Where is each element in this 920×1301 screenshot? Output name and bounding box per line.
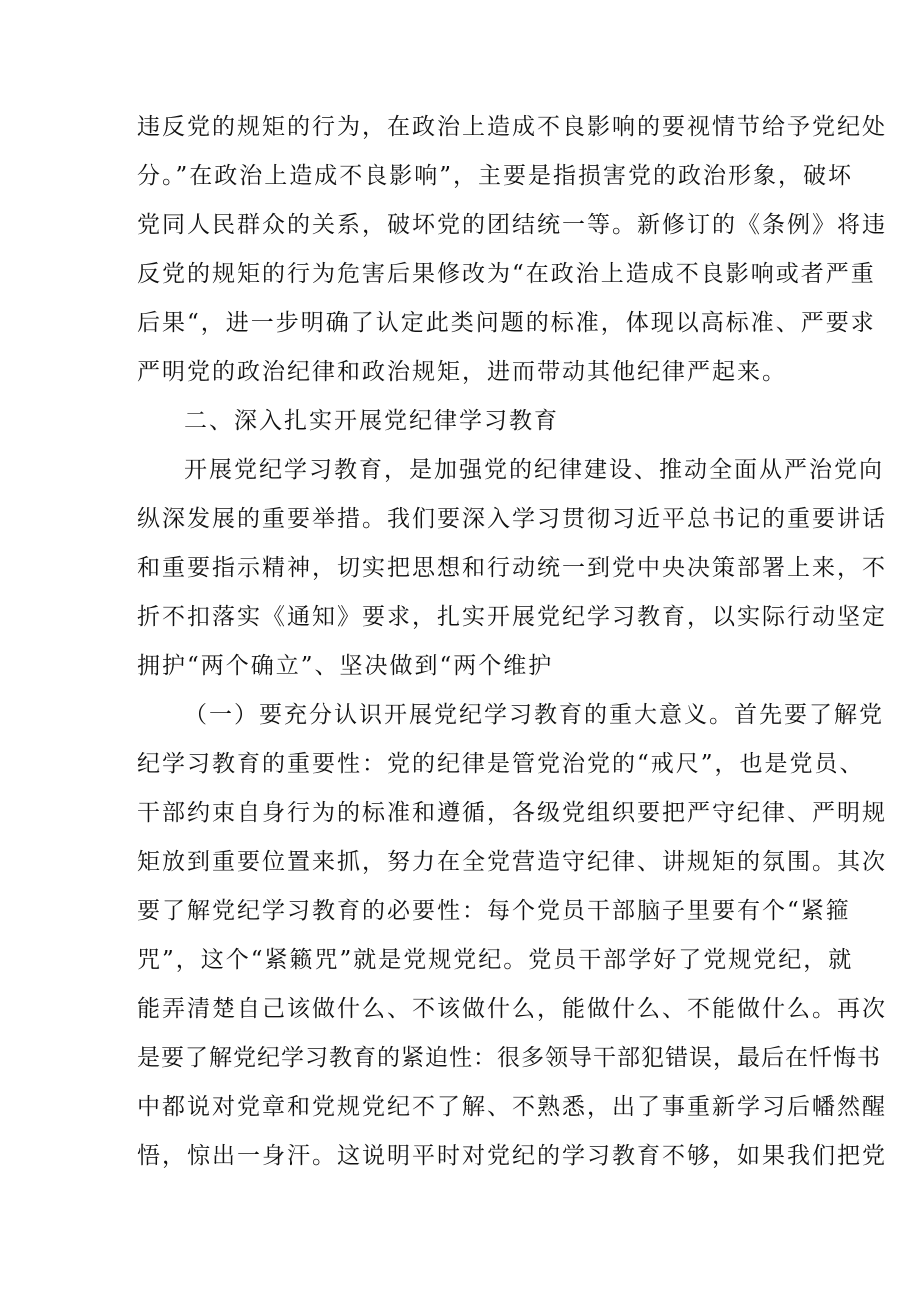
text-line: 违反党的规矩的行为，在政治上造成不良影响的要视情节给予党纪处 bbox=[137, 114, 887, 140]
text-line: 中都说对党章和党规党纪不了解、不熟悉，出了事重新学习后幡然醒 bbox=[137, 1094, 887, 1120]
text-line: 开展党纪学习教育，是加强党的纪律建设、推动全面从严治党向 bbox=[184, 457, 884, 483]
text-line: 和重要指示精神，切实把思想和行动统一到党中央决策部署上来，不 bbox=[137, 555, 887, 581]
text-line: 党同人民群众的关系，破坏党的团结统一等。新修订的《条例》将违 bbox=[137, 212, 887, 238]
text-line: 严明党的政治纪律和政治规矩，进而带动其他纪律严起来。 bbox=[137, 359, 787, 385]
text-line: 分。”在政治上造成不良影响”，主要是指损害党的政治形象，破坏 bbox=[137, 163, 854, 189]
text-line: 悟，惊出一身汗。这说明平时对党纪的学习教育不够，如果我们把党 bbox=[137, 1143, 887, 1169]
text-line: 反党的规矩的行为危害后果修改为“在政治上造成不良影响或者严重 bbox=[137, 261, 876, 287]
text-line: 纵深发展的重要举措。我们要深入学习贯彻习近平总书记的重要讲话 bbox=[137, 506, 887, 532]
text-line: 拥护“两个确立”、坚决做到“两个维护 bbox=[137, 653, 554, 679]
text-line: 后果“，进一步明确了认定此类问题的标准，体现以高标准、严要求 bbox=[137, 310, 876, 336]
text-line: 能弄清楚自己该做什么、不该做什么，能做什么、不能做什么。再次 bbox=[137, 996, 887, 1022]
section-heading: 二、深入扎实开展党纪律学习教育 bbox=[184, 408, 559, 434]
text-line: 干部约束自身行为的标准和遵循，各级党组织要把严守纪律、严明规 bbox=[137, 800, 887, 826]
text-line: 折不扣落实《通知》要求，扎实开展党纪学习教育，以实际行动坚定 bbox=[137, 604, 887, 630]
text-line: 要了解党纪学习教育的必要性：每个党员干部脑子里要有个“紧箍 bbox=[137, 898, 851, 924]
text-line: 矩放到重要位置来抓，努力在全党营造守纪律、讲规矩的氛围。其次 bbox=[137, 849, 887, 875]
text-line: 纪学习教育的重要性：党的纪律是管党治党的“戒尺”，也是党员、 bbox=[137, 751, 865, 777]
text-line: 是要了解党纪学习教育的紧迫性：很多领导干部犯错误，最后在忏悔书 bbox=[137, 1045, 881, 1071]
subsection-heading-line: （一）要充分认识开展党纪学习教育的重大意义。首先要了解党 bbox=[184, 702, 884, 728]
text-line: 咒”，这个“紧籁咒”就是党规党纪。党员干部学好了党规党纪，就 bbox=[137, 947, 854, 973]
